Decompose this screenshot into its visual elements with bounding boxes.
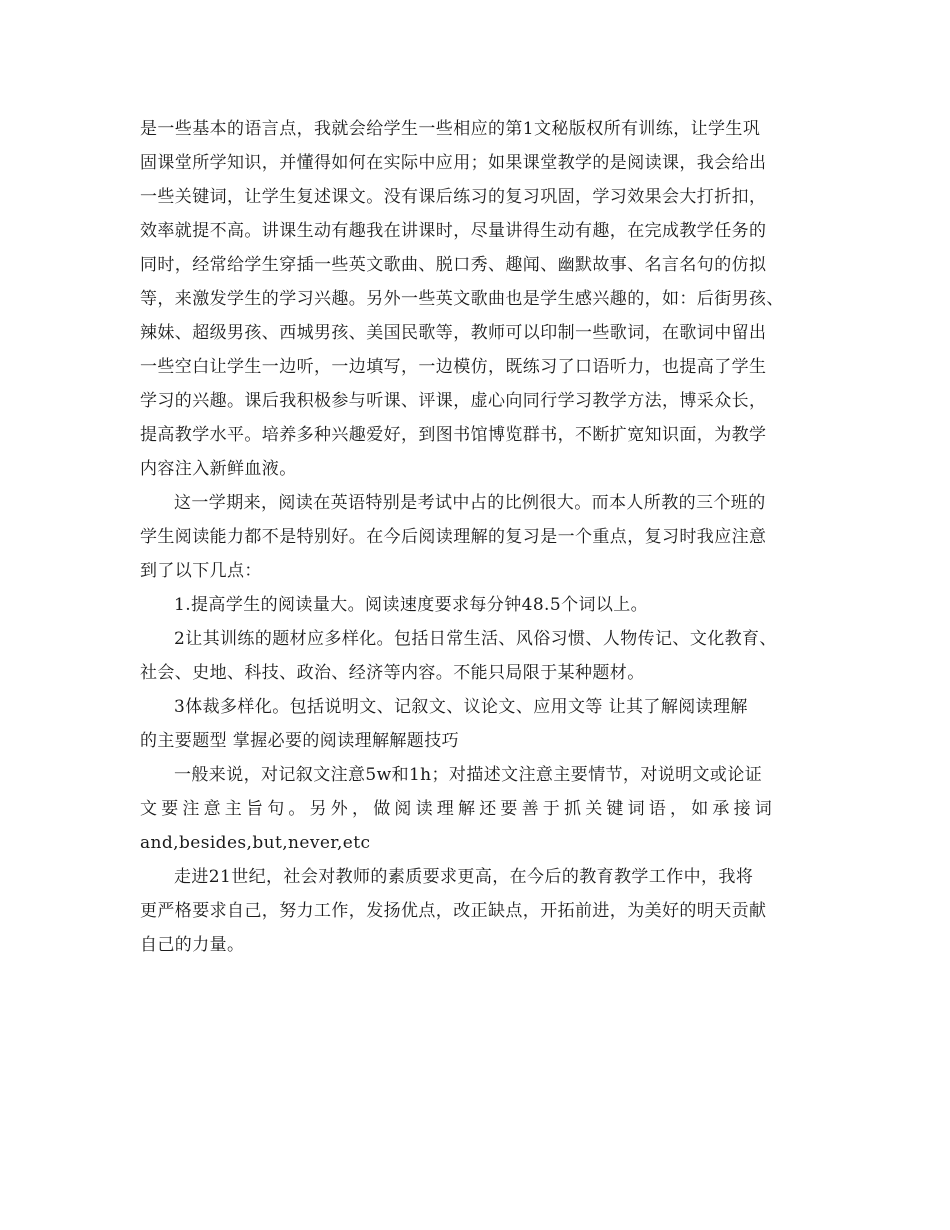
- paragraph-first-line: 走进21世纪，社会对教师的素质要求更高，在今后的教育教学工作中，我将: [174, 867, 754, 887]
- text-line: and,besides,but,never,etc: [140, 833, 371, 853]
- list-item-3: 3体裁多样化。包括说明文、记叙文、议论文、应用文等 让其了解阅读理解: [174, 697, 748, 717]
- text-line: 辣妹、超级男孩、西城男孩、美国民歌等，教师可以印制一些歌词，在歌词中留出: [140, 323, 767, 343]
- paragraph-first-line: 这一学期来，阅读在英语特别是考试中占的比例很大。而本人所教的三个班的: [174, 493, 766, 513]
- text-line: 等，来激发学生的学习兴趣。另外一些英文歌曲也是学生感兴趣的，如：后街男孩、: [140, 289, 784, 309]
- text-line: 学习的兴趣。课后我积极参与听课、评课，虚心向同行学习教学方法，博采众长，: [140, 391, 767, 411]
- text-line: 文要注意主旨句。另外，做阅读理解还要善于抓关键词语，如承接词: [140, 799, 776, 819]
- text-line: 一些空白让学生一边听，一边填写，一边模仿，既练习了口语听力，也提高了学生: [140, 357, 767, 377]
- text-line: 自己的力量。: [140, 935, 245, 955]
- text-line: 提高教学水平。培养多种兴趣爱好，到图书馆博览群书，不断扩宽知识面，为教学: [140, 425, 767, 445]
- text-line: 内容注入新鲜血液。: [140, 459, 297, 479]
- paragraph-first-line: 一般来说，对记叙文注意5w和1h；对描述文注意主要情节，对说明文或论证: [174, 765, 763, 785]
- text-line: 到了以下几点：: [140, 561, 262, 581]
- text-line: 固课堂所学知识，并懂得如何在实际中应用；如果课堂教学的是阅读课，我会给出: [140, 153, 767, 173]
- text-line: 同时，经常给学生穿插一些英文歌曲、脱口秀、趣闻、幽默故事、名言名句的仿拟: [140, 255, 767, 275]
- text-line: 效率就提不高。讲课生动有趣我在讲课时，尽量讲得生动有趣，在完成教学任务的: [140, 221, 767, 241]
- text-line: 更严格要求自己，努力工作，发扬优点，改正缺点，开拓前进，为美好的明天贡献: [140, 901, 767, 921]
- text-line: 学生阅读能力都不是特别好。在今后阅读理解的复习是一个重点，复习时我应注意: [140, 527, 767, 547]
- list-item-1: 1.提高学生的阅读量大。阅读速度要求每分钟48.5个词以上。: [174, 595, 649, 615]
- text-line: 一些关键词，让学生复述课文。没有课后练习的复习巩固，学习效果会大打折扣，: [140, 187, 767, 207]
- text-line: 社会、史地、科技、政治、经济等内容。不能只局限于某种题材。: [140, 663, 645, 683]
- text-line: 的主要题型 掌握必要的阅读理解解题技巧: [140, 731, 460, 751]
- list-item-2: 2让其训练的题材应多样化。包括日常生活、风俗习惯、人物传记、文化教育、: [174, 629, 777, 649]
- text-line: 是一些基本的语言点，我就会给学生一些相应的第1文秘版权所有训练，让学生巩: [140, 119, 761, 139]
